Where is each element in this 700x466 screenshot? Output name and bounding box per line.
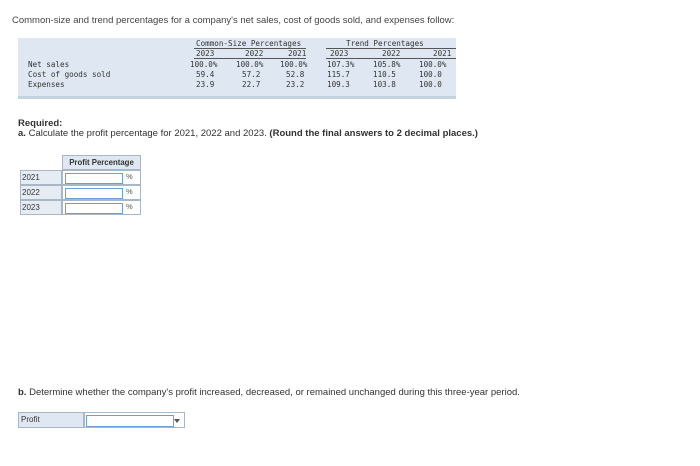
profit-2023-input[interactable] bbox=[65, 203, 123, 214]
cs-net-sales-2021: 100.0% bbox=[280, 60, 308, 69]
cs-net-sales-2023: 100.0% bbox=[190, 60, 218, 69]
tr-net-sales-2023: 107.3% bbox=[327, 60, 355, 69]
trend-title: Trend Percentages bbox=[346, 39, 424, 48]
cs-cogs-2023: 59.4 bbox=[196, 70, 215, 79]
percentages-table bbox=[18, 38, 456, 99]
answer-cell bbox=[62, 185, 141, 200]
cs-year-2022: 2022 bbox=[245, 49, 264, 58]
cs-expenses-2022: 22.7 bbox=[242, 80, 261, 89]
row-label-net-sales: Net sales bbox=[28, 60, 70, 69]
requirement-a-rounding: (Round the final answers to 2 decimal places.) bbox=[269, 128, 478, 139]
profit-trend-row bbox=[18, 412, 185, 428]
requirement-b-marker: b. bbox=[18, 387, 27, 398]
percent-sign: % bbox=[126, 187, 133, 196]
tr-cogs-2021: 100.0 bbox=[419, 70, 442, 79]
requirement-b-text: Determine whether the company's profit increased, decreased, or remained unchanged during this three-year period. bbox=[29, 387, 520, 398]
tr-net-sales-2021: 100.0% bbox=[419, 60, 447, 69]
tr-expenses-2021: 100.0 bbox=[419, 80, 442, 89]
profit-trend-dropdown[interactable] bbox=[84, 412, 185, 428]
row-year-label: 2021 bbox=[20, 170, 62, 185]
cs-expenses-2021: 23.2 bbox=[286, 80, 305, 89]
answer-cell bbox=[62, 200, 141, 215]
percent-sign: % bbox=[126, 202, 133, 211]
requirement-a-text: Calculate the profit percentage for 2021, 2022 and 2023. bbox=[28, 128, 267, 139]
row-year-label: 2023 bbox=[20, 200, 62, 215]
requirement-b bbox=[18, 387, 520, 398]
dropdown-value bbox=[86, 415, 174, 427]
cs-net-sales-2022: 100.0% bbox=[236, 60, 264, 69]
row-label-expenses: Expenses bbox=[28, 80, 65, 89]
tr-year-2021: 2021 bbox=[433, 49, 452, 58]
row-year-label: 2022 bbox=[20, 185, 62, 200]
profit-2022-input[interactable] bbox=[65, 188, 123, 199]
tr-net-sales-2022: 105.8% bbox=[373, 60, 401, 69]
cs-cogs-2022: 57.2 bbox=[242, 70, 261, 79]
profit-2021-input[interactable] bbox=[65, 173, 123, 184]
tr-year-2022: 2022 bbox=[382, 49, 401, 58]
requirement-a bbox=[18, 128, 478, 139]
tr-expenses-2022: 103.8 bbox=[373, 80, 396, 89]
profit-label: Profit bbox=[18, 412, 84, 428]
table-row bbox=[20, 170, 141, 185]
answer-cell bbox=[62, 170, 141, 185]
cs-year-2021: 2021 bbox=[288, 49, 307, 58]
cs-cogs-2021: 52.8 bbox=[286, 70, 305, 79]
table-row bbox=[20, 185, 141, 200]
dropdown-arrow-icon[interactable] bbox=[173, 416, 181, 425]
tr-cogs-2022: 110.5 bbox=[373, 70, 396, 79]
tr-cogs-2023: 115.7 bbox=[327, 70, 350, 79]
percent-sign: % bbox=[126, 172, 133, 181]
intro-text: Common-size and trend percentages for a company's net sales, cost of goods sold, and expenses follow: bbox=[12, 15, 455, 26]
cs-expenses-2023: 23.9 bbox=[196, 80, 215, 89]
table-corner bbox=[20, 155, 62, 170]
cs-year-2023: 2023 bbox=[196, 49, 215, 58]
tr-expenses-2023: 109.3 bbox=[327, 80, 350, 89]
tr-year-2023: 2023 bbox=[330, 49, 349, 58]
profit-percentage-header: Profit Percentage bbox=[62, 155, 141, 170]
profit-percentage-table bbox=[20, 155, 141, 215]
table-row bbox=[20, 200, 141, 215]
common-size-title: Common-Size Percentages bbox=[196, 39, 302, 48]
requirement-a-marker: a. bbox=[18, 128, 26, 139]
required-heading: Required: bbox=[18, 118, 63, 129]
row-label-cogs: Cost of goods sold bbox=[28, 70, 111, 79]
